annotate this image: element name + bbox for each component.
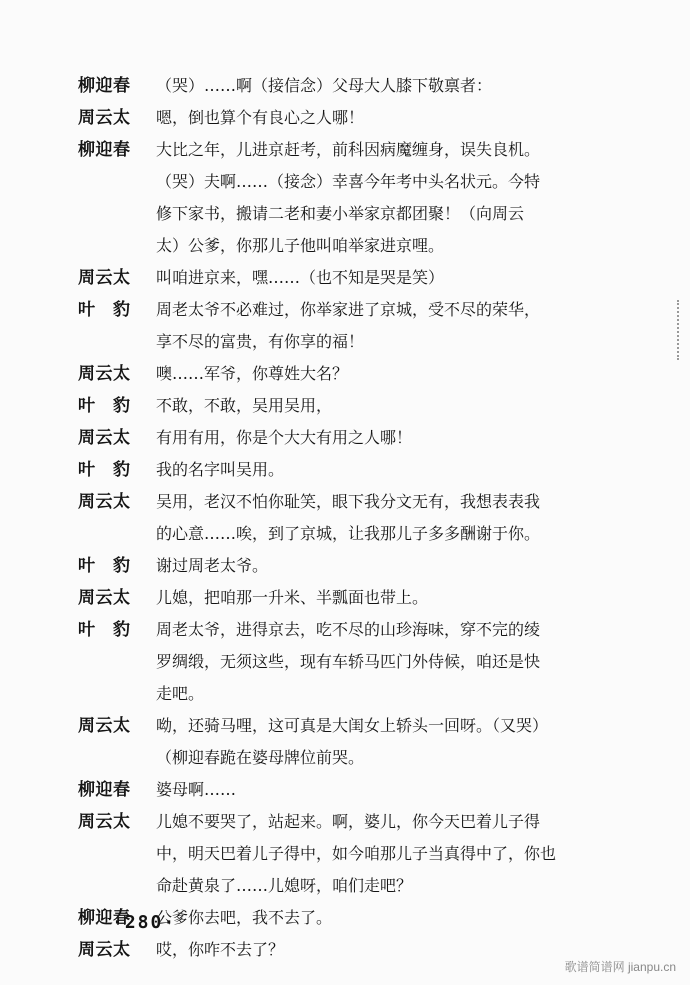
dialogue-text <box>156 614 648 710</box>
dialogue-entry <box>78 358 648 390</box>
dialogue-line: 叫咱进京来，嘿……（也不知是哭是笑） <box>156 268 445 287</box>
dialogue-text <box>156 262 648 294</box>
watermark-text: 歌谱简谱网 jianpu.cn <box>564 960 676 974</box>
dialogue-entry <box>78 294 648 358</box>
speaker-name: 周云太 <box>78 364 131 384</box>
dialogue-text <box>156 486 648 550</box>
speaker-name: 叶 豹 <box>78 556 131 576</box>
dialogue-text <box>156 806 648 902</box>
dialogue-entry <box>78 934 648 966</box>
dialogue-entry <box>78 774 648 806</box>
speaker-name: 周云太 <box>78 812 131 832</box>
dialogue-entry <box>78 390 648 422</box>
speaker-name: 周云太 <box>78 268 131 288</box>
dialogue-text <box>156 774 648 806</box>
dialogue-line: 吴用，老汉不怕你耻笑，眼下我分文无有，我想表表我 <box>156 492 541 511</box>
dialogue-entry <box>78 454 648 486</box>
dialogue-line: 哎，你咋不去了？ <box>156 940 285 959</box>
speaker-name: 柳迎春 <box>78 908 131 928</box>
dialogue-line: 我的名字叫吴用。 <box>156 460 285 479</box>
dialogue-text <box>156 902 648 934</box>
dialogue-line: （哭）……啊（接信念）父母大人膝下敬禀者： <box>156 76 493 95</box>
dialogue-line: 周老太爷，进得京去，吃不尽的山珍海味，穿不完的绫 <box>156 620 541 639</box>
dialogue-text <box>156 582 648 614</box>
dialogue-line: 有用有用，你是个大大有用之人哪！ <box>156 428 413 447</box>
speaker-name: 叶 豹 <box>78 300 131 320</box>
dialogue-entry <box>78 614 648 710</box>
dialogue-line: 罗绸缎，无须这些，现有车轿马匹门外侍候，咱还是快 <box>156 652 541 671</box>
dialogue-entry <box>78 806 648 902</box>
dialogue-line: 修下家书，搬请二老和妻小举家京都团聚！（向周云 <box>156 204 525 223</box>
dialogue-line: 大比之年，儿进京赶考，前科因病魔缠身，误失良机。 <box>156 140 541 159</box>
dialogue-line: 享不尽的富贵，有你享的福！ <box>156 332 365 351</box>
dialogue-line: 婆母啊…… <box>156 780 237 799</box>
dialogue-line: 嗯，倒也算个有良心之人哪！ <box>156 108 365 127</box>
speaker-name: 周云太 <box>78 716 131 736</box>
dialogue-entry <box>78 550 648 582</box>
speaker-name: 叶 豹 <box>78 396 131 416</box>
dialogue-entry <box>78 134 648 262</box>
margin-dots <box>677 300 682 360</box>
dialogue-line: 周老太爷不必难过，你举家进了京城，受不尽的荣华， <box>156 300 541 319</box>
dialogue-line: 中，明天巴着儿子得中，如今咱那儿子当真得中了，你也 <box>156 844 557 863</box>
dialogue-line: 太）公爹，你那儿子他叫咱举家进京哩。 <box>156 236 445 255</box>
dialogue-text <box>156 134 648 262</box>
dialogue-line: 儿媳，把咱那一升米、半瓢面也带上。 <box>156 588 429 607</box>
dialogue-entry <box>78 486 648 550</box>
dialogue-text <box>156 102 648 134</box>
speaker-name: 周云太 <box>78 108 131 128</box>
dialogue-entry <box>78 582 648 614</box>
dialogue-text <box>156 70 648 102</box>
speaker-name: 柳迎春 <box>78 140 131 160</box>
dialogue-text <box>156 294 648 358</box>
speaker-name: 周云太 <box>78 940 131 960</box>
speaker-name: 周云太 <box>78 492 131 512</box>
dialogue-text <box>156 550 648 582</box>
speaker-name: 柳迎春 <box>78 780 131 800</box>
dialogue-line: 儿媳不要哭了，站起来。啊，婆儿，你今天巴着儿子得 <box>156 812 541 831</box>
speaker-name: 叶 豹 <box>78 460 131 480</box>
dialogue-line: （哭）夫啊……（接念）幸喜今年考中头名状元。今特 <box>156 172 541 191</box>
dialogue-entry <box>78 262 648 294</box>
dialogue-entry <box>78 422 648 454</box>
speaker-name: 柳迎春 <box>78 76 131 96</box>
dialogue-line: 噢……军爷，你尊姓大名？ <box>156 364 349 383</box>
dialogue-line: 命赴黄泉了……儿媳呀，咱们走吧？ <box>156 876 413 895</box>
dialogue-entry <box>78 70 648 102</box>
page-number: ·280· <box>112 912 177 933</box>
dialogue-text <box>156 710 648 774</box>
dialogue-text <box>156 422 648 454</box>
dialogue-text <box>156 454 648 486</box>
speaker-name: 周云太 <box>78 588 131 608</box>
dialogue-line: 谢过周老太爷。 <box>156 556 269 575</box>
speaker-name: 叶 豹 <box>78 620 131 640</box>
dialogue-line: 公爹你去吧，我不去了。 <box>156 908 333 927</box>
dialogue-entry <box>78 710 648 774</box>
script-body <box>78 70 648 966</box>
dialogue-entry <box>78 102 648 134</box>
dialogue-line: 走吧。 <box>156 684 205 703</box>
dialogue-text <box>156 358 648 390</box>
dialogue-line: 不敢，不敢，吴用吴用， <box>156 396 333 415</box>
speaker-name: 周云太 <box>78 428 131 448</box>
dialogue-line: 的心意……唉，到了京城，让我那儿子多多酬谢于你。 <box>156 524 541 543</box>
dialogue-line: 呦，还骑马哩，这可真是大闺女上轿头一回呀。（又哭） <box>156 716 549 735</box>
dialogue-line: （柳迎春跪在婆母牌位前哭。 <box>156 748 365 767</box>
dialogue-text <box>156 390 648 422</box>
